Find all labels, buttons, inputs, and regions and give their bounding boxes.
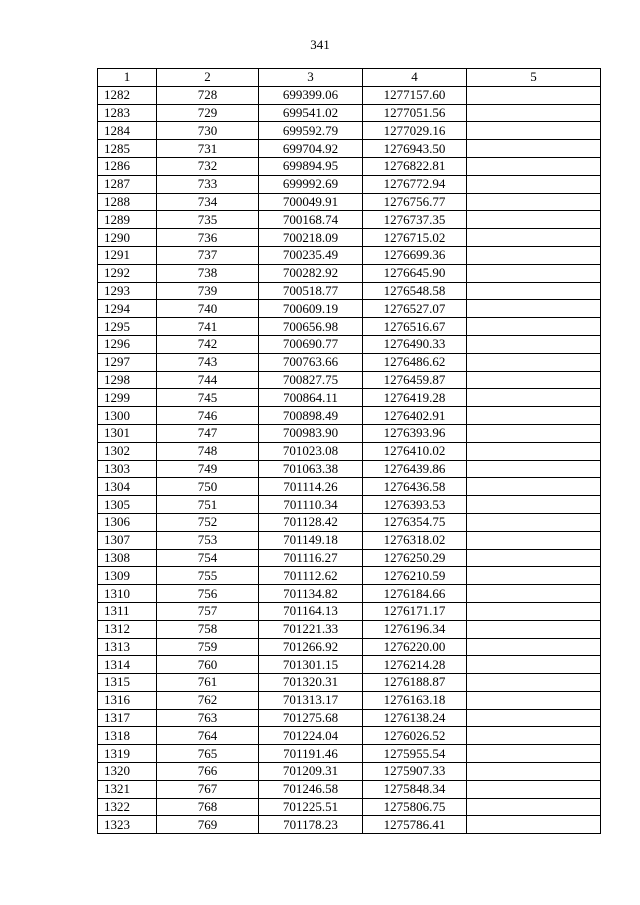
table-cell-col-3: 701275.68: [259, 709, 363, 727]
table-row: [98, 407, 601, 425]
table-cell-col-5: [467, 745, 601, 763]
table-cell-col-2: 732: [157, 157, 259, 175]
table-cell-col-1: 1287: [98, 175, 157, 193]
table-cell-col-2: 738: [157, 264, 259, 282]
table-cell-col-5: [467, 496, 601, 514]
table-cell-col-1: 1316: [98, 691, 157, 709]
table-cell-col-3: 701320.31: [259, 674, 363, 692]
table-cell-col-3: 701110.34: [259, 496, 363, 514]
column-header-3: 3: [259, 69, 363, 87]
table-cell-col-1: 1309: [98, 567, 157, 585]
table-cell-col-4: 1276214.28: [363, 656, 467, 674]
table-cell-col-2: 768: [157, 798, 259, 816]
table-cell-col-1: 1295: [98, 318, 157, 336]
table-body: [98, 86, 601, 833]
table-cell-col-2: 743: [157, 353, 259, 371]
table-row: [98, 567, 601, 585]
table-cell-col-4: 1276220.00: [363, 638, 467, 656]
table-cell-col-2: 757: [157, 602, 259, 620]
table-cell-col-4: 1276250.29: [363, 549, 467, 567]
table-cell-col-4: 1275848.34: [363, 780, 467, 798]
table-cell-col-1: 1293: [98, 282, 157, 300]
table-cell-col-4: 1276699.36: [363, 246, 467, 264]
table-cell-col-5: [467, 264, 601, 282]
table-cell-col-4: 1276196.34: [363, 620, 467, 638]
table-cell-col-1: 1292: [98, 264, 157, 282]
table-cell-col-5: [467, 104, 601, 122]
table-cell-col-3: 701149.18: [259, 531, 363, 549]
table-cell-col-3: 700898.49: [259, 407, 363, 425]
table-row: [98, 585, 601, 603]
table-row: [98, 86, 601, 104]
table-cell-col-3: 701178.23: [259, 816, 363, 834]
table-cell-col-1: 1285: [98, 140, 157, 158]
table-cell-col-1: 1315: [98, 674, 157, 692]
table-cell-col-4: 1276737.35: [363, 211, 467, 229]
table-cell-col-1: 1306: [98, 513, 157, 531]
table-row: [98, 371, 601, 389]
table-row: [98, 193, 601, 211]
table-row: [98, 175, 601, 193]
table-cell-col-1: 1282: [98, 86, 157, 104]
table-cell-col-1: 1300: [98, 407, 157, 425]
table-cell-col-4: 1277029.16: [363, 122, 467, 140]
table-cell-col-4: 1277157.60: [363, 86, 467, 104]
table-cell-col-3: 699592.79: [259, 122, 363, 140]
table-cell-col-4: 1275955.54: [363, 745, 467, 763]
table-cell-col-5: [467, 567, 601, 585]
table-cell-col-5: [467, 691, 601, 709]
table-cell-col-2: 736: [157, 229, 259, 247]
table-cell-col-3: 700656.98: [259, 318, 363, 336]
table-cell-col-5: [467, 460, 601, 478]
table-cell-col-2: 746: [157, 407, 259, 425]
table-cell-col-2: 728: [157, 86, 259, 104]
table-cell-col-4: 1276486.62: [363, 353, 467, 371]
table-cell-col-4: 1276548.58: [363, 282, 467, 300]
table-cell-col-5: [467, 318, 601, 336]
table-cell-col-3: 700983.90: [259, 424, 363, 442]
table-cell-col-4: 1276402.91: [363, 407, 467, 425]
table-cell-col-4: 1276772.94: [363, 175, 467, 193]
table-row: [98, 424, 601, 442]
table-row: [98, 513, 601, 531]
table-cell-col-3: 700518.77: [259, 282, 363, 300]
table-row: [98, 816, 601, 834]
table-cell-col-3: 700282.92: [259, 264, 363, 282]
table-cell-col-4: 1276354.75: [363, 513, 467, 531]
table-row: [98, 745, 601, 763]
table-cell-col-3: 701063.38: [259, 460, 363, 478]
table-cell-col-2: 762: [157, 691, 259, 709]
table-cell-col-2: 767: [157, 780, 259, 798]
table-cell-col-2: 744: [157, 371, 259, 389]
table-cell-col-5: [467, 140, 601, 158]
table-cell-col-2: 758: [157, 620, 259, 638]
table-cell-col-5: [467, 389, 601, 407]
table-cell-col-5: [467, 709, 601, 727]
table-cell-col-4: 1276171.17: [363, 602, 467, 620]
table-cell-col-4: 1276163.18: [363, 691, 467, 709]
table-cell-col-2: 748: [157, 442, 259, 460]
table-cell-col-1: 1308: [98, 549, 157, 567]
table-cell-col-2: 742: [157, 335, 259, 353]
table-cell-col-2: 745: [157, 389, 259, 407]
table-cell-col-2: 760: [157, 656, 259, 674]
table-cell-col-5: [467, 763, 601, 781]
coordinates-table: [97, 68, 601, 834]
table-cell-col-3: 700690.77: [259, 335, 363, 353]
table-cell-col-1: 1288: [98, 193, 157, 211]
table-cell-col-5: [467, 157, 601, 175]
table-cell-col-5: [467, 727, 601, 745]
table-row: [98, 763, 601, 781]
table-cell-col-2: 750: [157, 478, 259, 496]
table-cell-col-2: 739: [157, 282, 259, 300]
column-header-5: 5: [467, 69, 601, 87]
table-cell-col-5: [467, 638, 601, 656]
table-cell-col-4: 1276188.87: [363, 674, 467, 692]
table-cell-col-2: 761: [157, 674, 259, 692]
table-row: [98, 656, 601, 674]
table-cell-col-1: 1320: [98, 763, 157, 781]
table-cell-col-1: 1318: [98, 727, 157, 745]
table-cell-col-2: 753: [157, 531, 259, 549]
table-cell-col-3: 701225.51: [259, 798, 363, 816]
table-cell-col-4: 1275907.33: [363, 763, 467, 781]
table-cell-col-4: 1276645.90: [363, 264, 467, 282]
table-row: [98, 264, 601, 282]
page-number: 341: [310, 37, 330, 52]
table-cell-col-1: 1321: [98, 780, 157, 798]
table-row: [98, 157, 601, 175]
table-cell-col-3: 701164.13: [259, 602, 363, 620]
table-cell-col-3: 701266.92: [259, 638, 363, 656]
table-cell-col-1: 1283: [98, 104, 157, 122]
table-row: [98, 638, 601, 656]
table-cell-col-4: 1276138.24: [363, 709, 467, 727]
table-row: [98, 460, 601, 478]
table-cell-col-2: 740: [157, 300, 259, 318]
table-row: [98, 246, 601, 264]
table-row: [98, 229, 601, 247]
table-cell-col-2: 735: [157, 211, 259, 229]
table-cell-col-3: 699704.92: [259, 140, 363, 158]
table-cell-col-3: 699992.69: [259, 175, 363, 193]
table-cell-col-1: 1322: [98, 798, 157, 816]
table-cell-col-3: 701301.15: [259, 656, 363, 674]
table-cell-col-5: [467, 656, 601, 674]
table-row: [98, 478, 601, 496]
table-cell-col-3: 701112.62: [259, 567, 363, 585]
table-header-row: [98, 69, 601, 87]
table-cell-col-3: 700609.19: [259, 300, 363, 318]
table-cell-col-5: [467, 211, 601, 229]
table-cell-col-5: [467, 175, 601, 193]
table-row: [98, 318, 601, 336]
table-cell-col-5: [467, 478, 601, 496]
table-cell-col-5: [467, 353, 601, 371]
table-cell-col-4: 1276459.87: [363, 371, 467, 389]
table-row: [98, 691, 601, 709]
table-cell-col-3: 700168.74: [259, 211, 363, 229]
table-cell-col-4: 1275806.75: [363, 798, 467, 816]
table-cell-col-5: [467, 371, 601, 389]
table-cell-col-3: 701114.26: [259, 478, 363, 496]
table-cell-col-3: 701313.17: [259, 691, 363, 709]
table-cell-col-2: 769: [157, 816, 259, 834]
table-cell-col-1: 1296: [98, 335, 157, 353]
table-cell-col-4: 1276756.77: [363, 193, 467, 211]
table-cell-col-2: 734: [157, 193, 259, 211]
table-cell-col-1: 1312: [98, 620, 157, 638]
table-cell-col-1: 1289: [98, 211, 157, 229]
table-row: [98, 709, 601, 727]
table-row: [98, 140, 601, 158]
table-cell-col-5: [467, 300, 601, 318]
table-cell-col-4: 1276393.53: [363, 496, 467, 514]
table-cell-col-5: [467, 798, 601, 816]
table-cell-col-3: 701128.42: [259, 513, 363, 531]
table-cell-col-3: 699541.02: [259, 104, 363, 122]
table-cell-col-2: 756: [157, 585, 259, 603]
table-cell-col-4: 1276419.28: [363, 389, 467, 407]
table-cell-col-5: [467, 282, 601, 300]
table-cell-col-3: 700827.75: [259, 371, 363, 389]
table-cell-col-4: 1276527.07: [363, 300, 467, 318]
table-cell-col-3: 700763.66: [259, 353, 363, 371]
table-cell-col-5: [467, 585, 601, 603]
table-cell-col-1: 1305: [98, 496, 157, 514]
table-cell-col-2: 759: [157, 638, 259, 656]
table-cell-col-1: 1301: [98, 424, 157, 442]
table-row: [98, 442, 601, 460]
table-cell-col-2: 754: [157, 549, 259, 567]
table-cell-col-4: 1276210.59: [363, 567, 467, 585]
column-header-2: 2: [157, 69, 259, 87]
table-cell-col-5: [467, 602, 601, 620]
table-cell-col-4: 1276410.02: [363, 442, 467, 460]
table-row: [98, 122, 601, 140]
table-cell-col-3: 701116.27: [259, 549, 363, 567]
table-cell-col-4: 1276318.02: [363, 531, 467, 549]
table-cell-col-5: [467, 620, 601, 638]
table-cell-col-1: 1290: [98, 229, 157, 247]
table-cell-col-3: 701246.58: [259, 780, 363, 798]
table-cell-col-2: 747: [157, 424, 259, 442]
table-cell-col-2: 733: [157, 175, 259, 193]
table-cell-col-2: 752: [157, 513, 259, 531]
table-row: [98, 620, 601, 638]
table-cell-col-2: 737: [157, 246, 259, 264]
table-row: [98, 389, 601, 407]
table-cell-col-4: 1275786.41: [363, 816, 467, 834]
table-row: [98, 531, 601, 549]
table-cell-col-2: 755: [157, 567, 259, 585]
table-cell-col-1: 1313: [98, 638, 157, 656]
table-cell-col-1: 1299: [98, 389, 157, 407]
table-cell-col-1: 1302: [98, 442, 157, 460]
table-cell-col-5: [467, 816, 601, 834]
table-row: [98, 104, 601, 122]
table-cell-col-4: 1276439.86: [363, 460, 467, 478]
column-header-1: 1: [98, 69, 157, 87]
table-cell-col-5: [467, 674, 601, 692]
table-cell-col-3: 701209.31: [259, 763, 363, 781]
table-cell-col-3: 701191.46: [259, 745, 363, 763]
table-row: [98, 602, 601, 620]
table-cell-col-1: 1291: [98, 246, 157, 264]
table-cell-col-5: [467, 335, 601, 353]
table-cell-col-3: 700218.09: [259, 229, 363, 247]
table-cell-col-3: 700864.11: [259, 389, 363, 407]
table-cell-col-2: 765: [157, 745, 259, 763]
table-cell-col-3: 699399.06: [259, 86, 363, 104]
table-cell-col-5: [467, 193, 601, 211]
table-cell-col-2: 751: [157, 496, 259, 514]
table-cell-col-1: 1298: [98, 371, 157, 389]
table-row: [98, 780, 601, 798]
table-row: [98, 674, 601, 692]
table-cell-col-1: 1323: [98, 816, 157, 834]
table-row: [98, 353, 601, 371]
table-cell-col-2: 763: [157, 709, 259, 727]
table-cell-col-1: 1294: [98, 300, 157, 318]
table-row: [98, 496, 601, 514]
table-cell-col-1: 1319: [98, 745, 157, 763]
table-row: [98, 211, 601, 229]
table-cell-col-5: [467, 780, 601, 798]
table-cell-col-1: 1303: [98, 460, 157, 478]
table-cell-col-5: [467, 424, 601, 442]
table-cell-col-1: 1310: [98, 585, 157, 603]
table-cell-col-5: [467, 229, 601, 247]
table-cell-col-4: 1276715.02: [363, 229, 467, 247]
table-cell-col-5: [467, 246, 601, 264]
table-row: [98, 798, 601, 816]
table-cell-col-4: 1276516.67: [363, 318, 467, 336]
table-cell-col-2: 749: [157, 460, 259, 478]
table-row: [98, 549, 601, 567]
table-cell-col-3: 701023.08: [259, 442, 363, 460]
table-cell-col-1: 1297: [98, 353, 157, 371]
table-cell-col-1: 1284: [98, 122, 157, 140]
table-cell-col-1: 1314: [98, 656, 157, 674]
table-cell-col-5: [467, 549, 601, 567]
table-row: [98, 300, 601, 318]
table-cell-col-1: 1307: [98, 531, 157, 549]
table-row: [98, 282, 601, 300]
table-cell-col-3: 700049.91: [259, 193, 363, 211]
table-cell-col-3: 699894.95: [259, 157, 363, 175]
table-cell-col-2: 741: [157, 318, 259, 336]
table-cell-col-4: 1276822.81: [363, 157, 467, 175]
table-cell-col-1: 1311: [98, 602, 157, 620]
table-cell-col-3: 701221.33: [259, 620, 363, 638]
table-cell-col-3: 701224.04: [259, 727, 363, 745]
table-cell-col-4: 1276184.66: [363, 585, 467, 603]
table-cell-col-2: 731: [157, 140, 259, 158]
table-cell-col-2: 764: [157, 727, 259, 745]
table-cell-col-4: 1276490.33: [363, 335, 467, 353]
table-cell-col-5: [467, 407, 601, 425]
table-cell-col-5: [467, 531, 601, 549]
table-cell-col-5: [467, 122, 601, 140]
table-cell-col-5: [467, 86, 601, 104]
table-cell-col-4: 1277051.56: [363, 104, 467, 122]
table-cell-col-4: 1276943.50: [363, 140, 467, 158]
table-cell-col-4: 1276393.96: [363, 424, 467, 442]
table-row: [98, 335, 601, 353]
table-cell-col-4: 1276026.52: [363, 727, 467, 745]
table-row: [98, 727, 601, 745]
table-cell-col-2: 729: [157, 104, 259, 122]
table-cell-col-2: 766: [157, 763, 259, 781]
table-cell-col-2: 730: [157, 122, 259, 140]
table-cell-col-4: 1276436.58: [363, 478, 467, 496]
table-cell-col-3: 701134.82: [259, 585, 363, 603]
table-cell-col-1: 1304: [98, 478, 157, 496]
table-cell-col-5: [467, 513, 601, 531]
table-cell-col-3: 700235.49: [259, 246, 363, 264]
column-header-4: 4: [363, 69, 467, 87]
table-cell-col-5: [467, 442, 601, 460]
table-cell-col-1: 1286: [98, 157, 157, 175]
table-cell-col-1: 1317: [98, 709, 157, 727]
